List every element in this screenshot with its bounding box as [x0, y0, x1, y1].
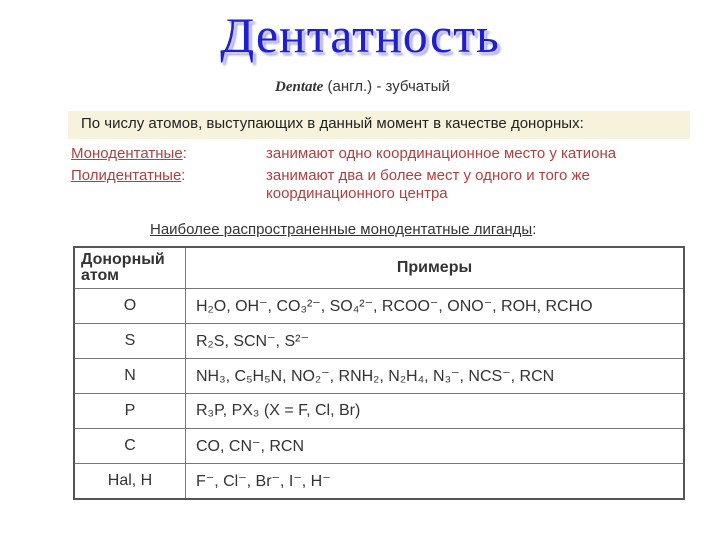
table-heading	[150, 221, 536, 238]
definition-term-poly-colon: :	[181, 167, 186, 184]
table-header-row	[74, 247, 684, 289]
table-row	[74, 359, 684, 394]
donor-atom-cell: N	[74, 359, 186, 394]
examples-cell: H₂O, OH⁻, CO₃²⁻, SO₄²⁻, RCOO⁻, ONO⁻, ROH, RCHO	[186, 289, 685, 324]
definition-desc-mono: занимают одно координационное место у катиона	[266, 145, 617, 162]
donor-atom-cell: Hal, H	[74, 464, 186, 500]
examples-cell: R₃P, PX₃ (X = F, Cl, Br)	[186, 394, 685, 429]
header-donor-atom: Донорный атом	[74, 247, 186, 289]
donor-atom-cell: O	[74, 289, 186, 324]
table-row	[74, 324, 684, 359]
definition-term-mono-label: Монодентатные	[71, 145, 183, 162]
page-title: Дентатность	[220, 7, 500, 63]
definition-desc-poly: занимают два и более мест у одного и того же координационного центра	[266, 167, 590, 202]
table-row	[74, 429, 684, 464]
donor-atom-cell: P	[74, 394, 186, 429]
definition-term-mono	[71, 145, 187, 162]
subtitle-translation: (англ.) - зубчатый	[323, 78, 450, 95]
examples-cell: NH₃, C₅H₅N, NO₂⁻, RNH₂, N₂H₄, N₃⁻, NCS⁻, RCN	[186, 359, 685, 394]
definition-term-poly-label: Полидентатные	[71, 167, 182, 184]
examples-cell: R₂S, SCN⁻, S²⁻	[186, 324, 685, 359]
donor-atom-cell: C	[74, 429, 186, 464]
table-row	[74, 289, 684, 324]
table-row	[74, 394, 684, 429]
header-examples: Примеры	[186, 247, 685, 289]
table-heading-colon: :	[532, 221, 537, 238]
donor-atom-cell: S	[74, 324, 186, 359]
table-heading-label: Наиболее распространенные монодентатные лиганды	[150, 221, 533, 238]
subtitle	[275, 78, 450, 96]
definition-term-mono-colon: :	[182, 145, 187, 162]
table-row	[74, 464, 684, 500]
examples-cell: CO, CN⁻, RCN	[186, 429, 685, 464]
ligands-table	[73, 246, 685, 500]
examples-cell: F⁻, Cl⁻, Br⁻, I⁻, H⁻	[186, 464, 685, 500]
subtitle-english-word: Dentate	[275, 79, 324, 95]
definition-term-poly	[71, 167, 185, 184]
intro-text: По числу атомов, выступающих в данный момент в качестве донорных:	[81, 115, 584, 132]
